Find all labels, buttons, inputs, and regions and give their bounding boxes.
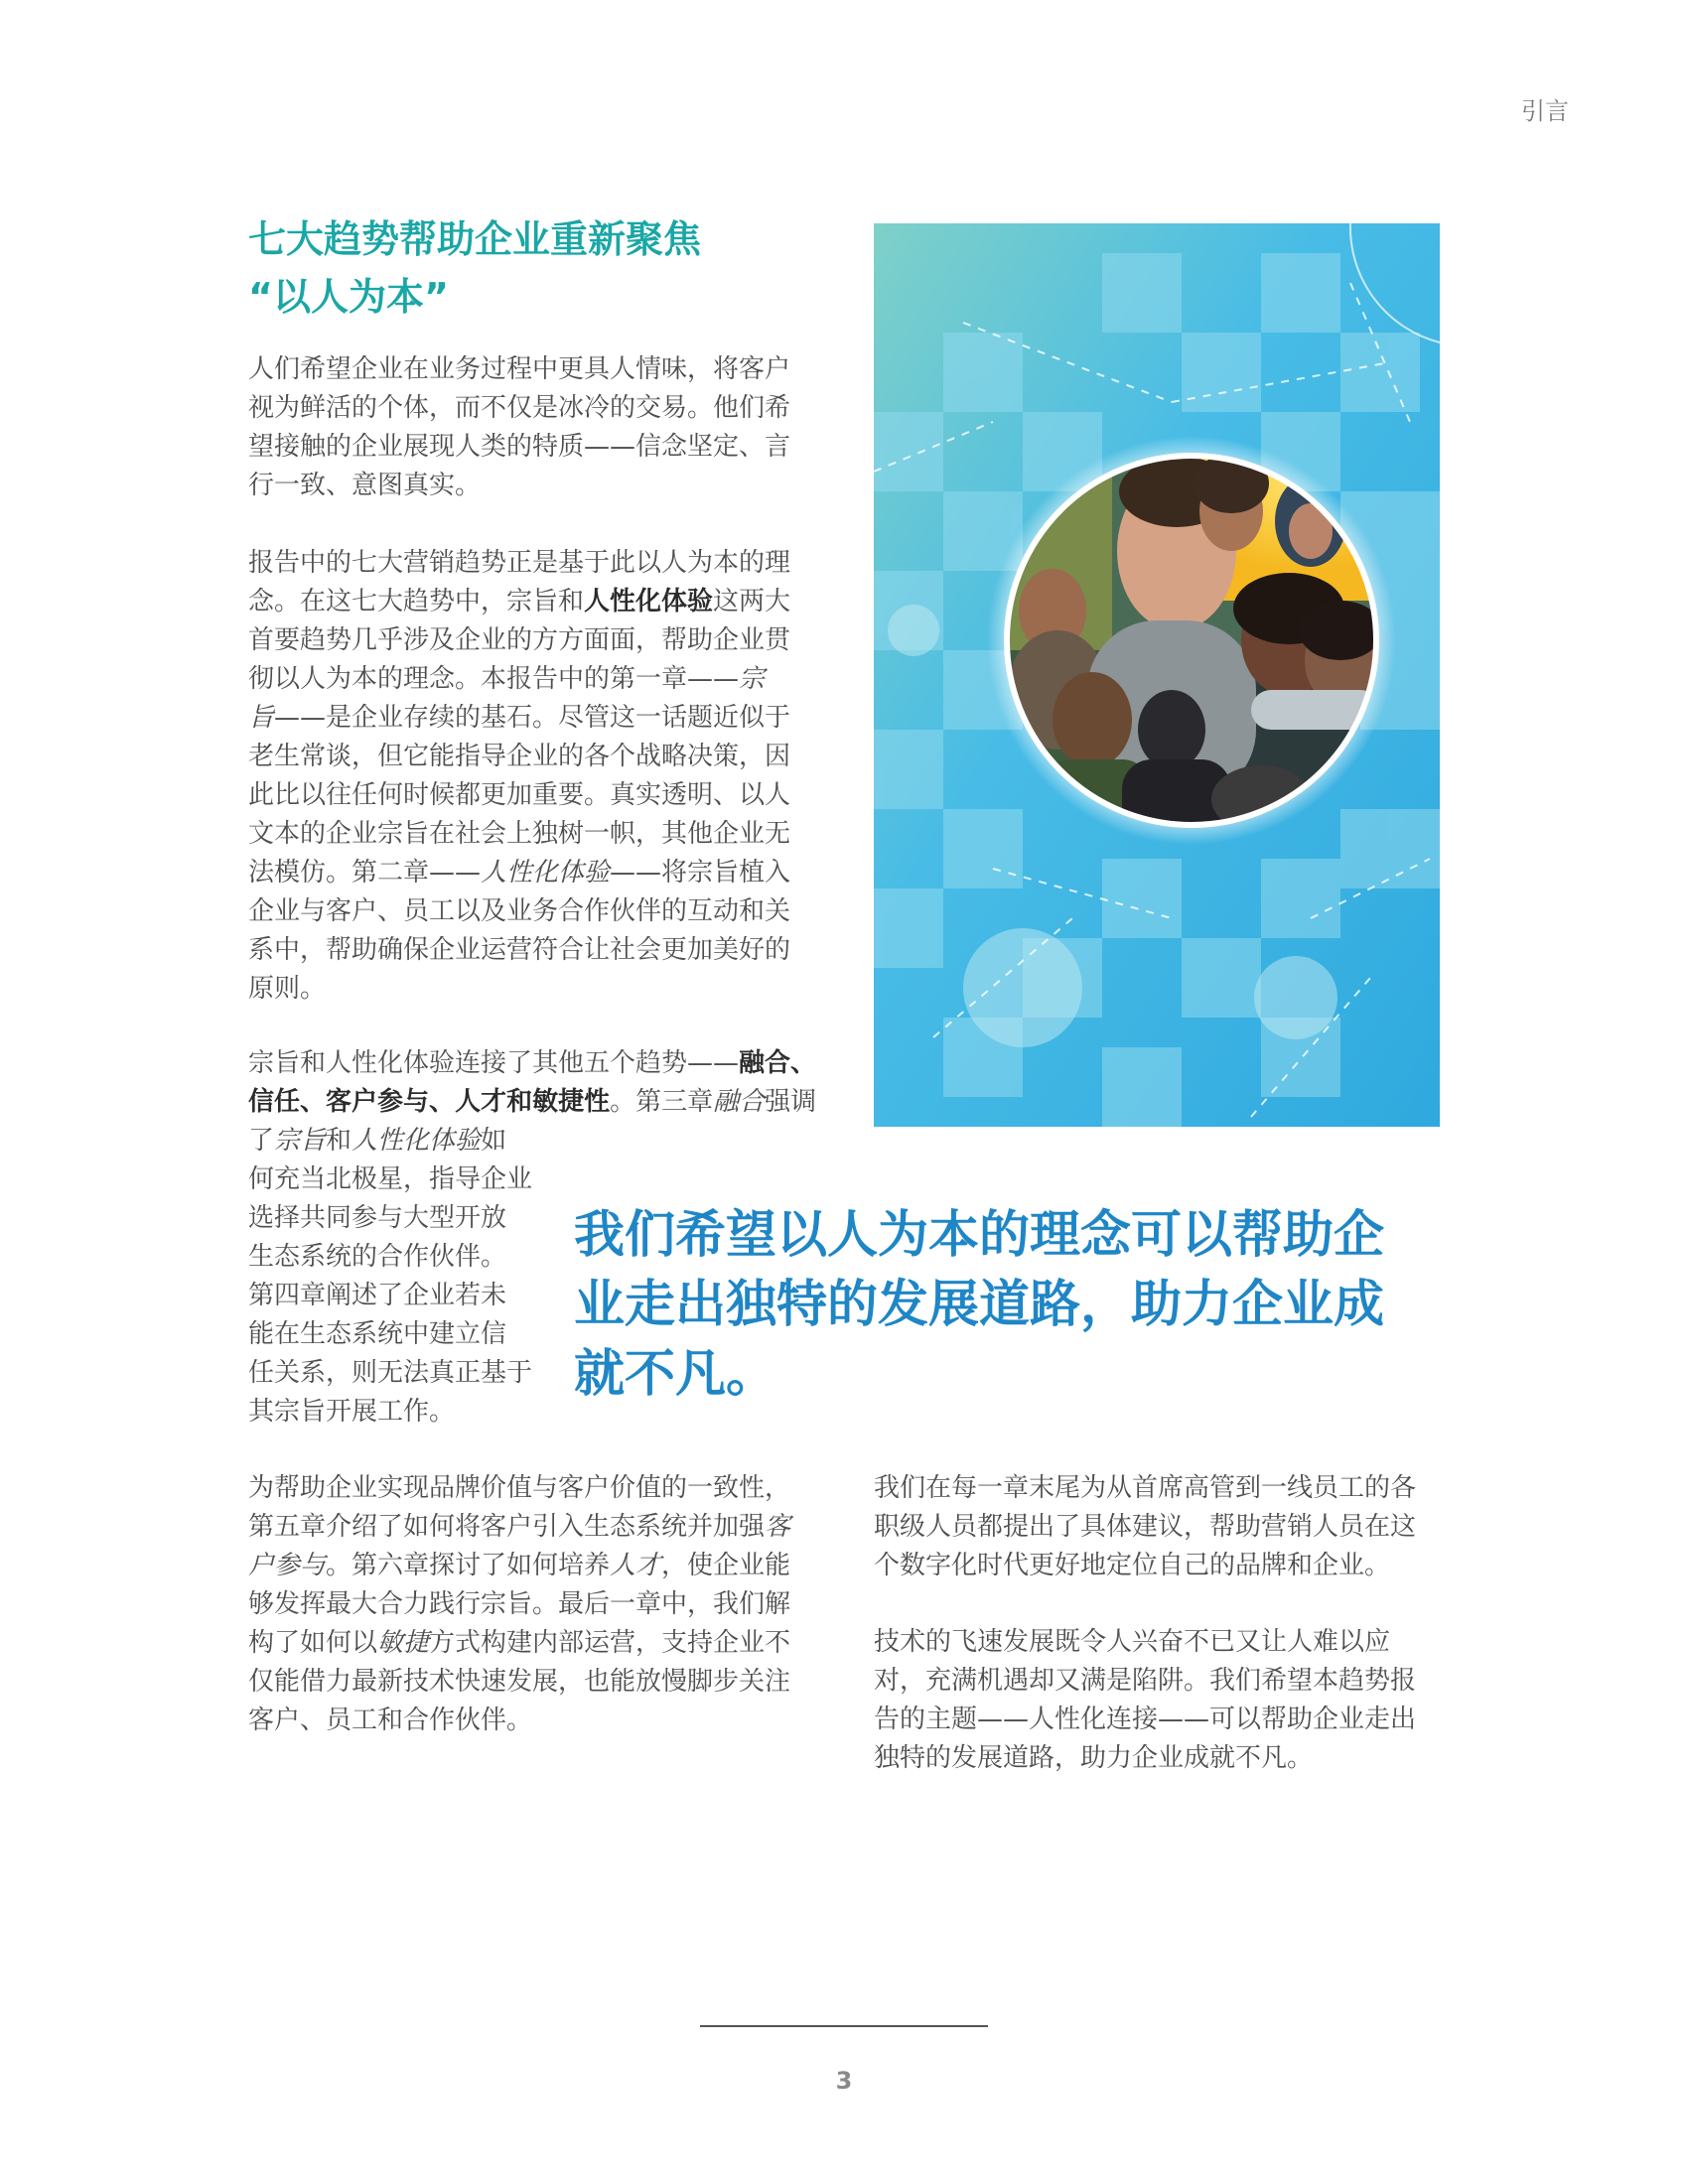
text-span: 这两大 xyxy=(713,587,791,616)
text-span: 彻以人为本的理念。本报告中的第一章—— xyxy=(248,664,740,694)
paragraph-line: 职级人员都提出了具体建议，帮助营销人员在这 xyxy=(874,1512,1417,1542)
italic-term: 人性化体验 xyxy=(481,858,611,887)
closing-paragraph xyxy=(874,1623,1430,1778)
paragraph-line: 系中，帮助确保企业运营符合让社会更加美好的 xyxy=(248,935,791,965)
text-span: 第五章介绍了如何将客户引入生态系统并加强 xyxy=(248,1512,766,1542)
italic-term: 客 xyxy=(765,1512,791,1542)
section-label: 引言 xyxy=(1521,97,1569,125)
page-heading xyxy=(248,210,804,326)
paragraph-line: 个数字化时代更好地定位自己的品牌和企业。 xyxy=(874,1551,1391,1580)
bold-term: 人性化体验 xyxy=(584,587,714,616)
paragraph-line: 任关系，则无法真正基于 xyxy=(248,1358,533,1388)
paragraph-line: 原则。 xyxy=(248,974,327,1004)
heading-line-1: 七大趋势帮助企业重新聚焦 xyxy=(248,217,702,261)
paragraph-line xyxy=(248,1547,804,1585)
bold-term: 客户参与 xyxy=(326,1087,430,1117)
paragraph-line xyxy=(248,699,804,738)
text-span: 。第六章探讨了如何培养 xyxy=(326,1551,611,1580)
paragraph-line xyxy=(248,583,804,621)
paragraph-line: 企业与客户、员工以及业务合作伙伴的互动和关 xyxy=(248,896,791,926)
paragraph-line xyxy=(248,1044,817,1083)
paragraph-line xyxy=(248,1122,804,1160)
paragraph-line: 何充当北极星，指导企业 xyxy=(248,1164,533,1194)
italic-term: 宗 xyxy=(739,664,766,694)
chapters-paragraph xyxy=(248,1469,804,1740)
italic-term: 人才 xyxy=(610,1551,662,1580)
bold-term: 、 xyxy=(300,1087,327,1117)
italic-term: 敏捷 xyxy=(377,1628,430,1658)
paragraph-line: 文本的企业宗旨在社会上独树一帜，其他企业无 xyxy=(248,819,791,849)
paragraph-line xyxy=(248,854,804,892)
paragraph-line xyxy=(248,1508,804,1547)
bold-term: 融合 xyxy=(739,1048,791,1078)
pull-quote xyxy=(574,1201,1448,1410)
bold-term: 、 xyxy=(429,1087,456,1117)
paragraph-line: 我们在每一章末尾为从首席高管到一线员工的各 xyxy=(874,1473,1417,1503)
intro-paragraph xyxy=(248,350,804,505)
pull-quote-line: 我们希望以人为本的理念可以帮助企 xyxy=(574,1206,1385,1265)
footer-rule xyxy=(700,2025,988,2027)
paragraph-line: 此比以往任何时候都更加重要。真实透明、以人 xyxy=(248,780,791,810)
italic-term: 旨 xyxy=(248,703,275,733)
paragraph-line: 客户、员工和合作伙伴。 xyxy=(248,1706,533,1735)
paragraph-line xyxy=(248,1083,817,1122)
paragraph-line xyxy=(248,1624,804,1663)
text-span: ，使企业能 xyxy=(661,1551,791,1580)
paragraph-line: 够发挥最大合力践行宗旨。最后一章中，我们解 xyxy=(248,1589,791,1619)
paragraph-line: 选择共同参与大型开放 xyxy=(248,1203,507,1233)
italic-term: 融合 xyxy=(713,1087,766,1117)
text-span: 构了如何以 xyxy=(248,1628,378,1658)
text-span: ——将宗旨植入 xyxy=(610,858,791,887)
pull-quote-line: 业走出独特的发展道路，助力企业成 xyxy=(574,1276,1385,1334)
italic-term: 人性化体验 xyxy=(352,1126,482,1156)
italic-term: 户参与 xyxy=(248,1551,327,1580)
paragraph-line: 生态系统的合作伙伴。 xyxy=(248,1242,507,1272)
intro-line: 望接触的企业展现人类的特质——信念坚定、言 xyxy=(248,432,791,462)
paragraph-line xyxy=(248,660,804,699)
page-number: 3 xyxy=(835,2067,853,2095)
paragraph-line: 报告中的七大营销趋势正是基于此以人为本的理 xyxy=(248,548,791,578)
pull-quote-line: 就不凡。 xyxy=(574,1345,777,1404)
paragraph-line: 能在生态系统中建立信 xyxy=(248,1319,507,1349)
text-span: 和 xyxy=(326,1126,352,1156)
bold-term: 人才和敏捷性 xyxy=(455,1087,611,1117)
hero-illustration xyxy=(874,223,1440,1127)
illustration-svg xyxy=(874,223,1440,1127)
paragraph-line: 老生常谈，但它能指导企业的各个战略决策，因 xyxy=(248,742,791,771)
paragraph-line: 其宗旨开展工作。 xyxy=(248,1397,456,1427)
paragraph-line: 首要趋势几乎涉及企业的方方面面，帮助企业贯 xyxy=(248,625,791,655)
intro-line: 视为鲜活的个体，而不仅是冰冷的交易。他们希 xyxy=(248,393,791,423)
trends-paragraph xyxy=(248,544,804,1009)
bold-term: 信任 xyxy=(248,1087,301,1117)
intro-line: 行一致、意图真实。 xyxy=(248,471,482,500)
text-span: 宗旨和人性化体验连接了其他五个趋势—— xyxy=(248,1048,740,1078)
paragraph-line: 对，充满机遇却又满是陷阱。我们希望本趋势报 xyxy=(874,1666,1417,1696)
text-span: 了 xyxy=(248,1126,275,1156)
intro-line: 人们希望企业在业务过程中更具人情味，将客户 xyxy=(248,354,791,384)
text-span: 法模仿。第二章—— xyxy=(248,858,482,887)
text-span: 方式构建内部运营，支持企业不 xyxy=(429,1628,791,1658)
text-span: 念。在这七大趋势中，宗旨和 xyxy=(248,587,585,616)
italic-term: 宗旨 xyxy=(274,1126,327,1156)
text-span: 。第三章 xyxy=(610,1087,714,1117)
text-span: 如 xyxy=(481,1126,507,1156)
paragraph-line: 技术的飞速发展既令人兴奋不已又让人难以应 xyxy=(874,1627,1391,1657)
paragraph-line: 仅能借力最新技术快速发展，也能放慢脚步关注 xyxy=(248,1667,791,1697)
paragraph-line: 独特的发展道路，助力企业成就不凡。 xyxy=(874,1743,1314,1773)
text-span: ——是企业存续的基石。尽管这一话题近似于 xyxy=(274,703,791,733)
heading-line-2: “以人为本” xyxy=(248,275,449,319)
text-span: 强调 xyxy=(765,1087,817,1117)
recommendations-paragraph xyxy=(874,1469,1430,1585)
bold-term: 、 xyxy=(790,1048,817,1078)
paragraph-line: 为帮助企业实现品牌价值与客户价值的一致性， xyxy=(248,1473,791,1503)
paragraph-line: 第四章阐述了企业若未 xyxy=(248,1281,507,1310)
paragraph-line: 告的主题——人性化连接——可以帮助企业走出 xyxy=(874,1705,1417,1734)
